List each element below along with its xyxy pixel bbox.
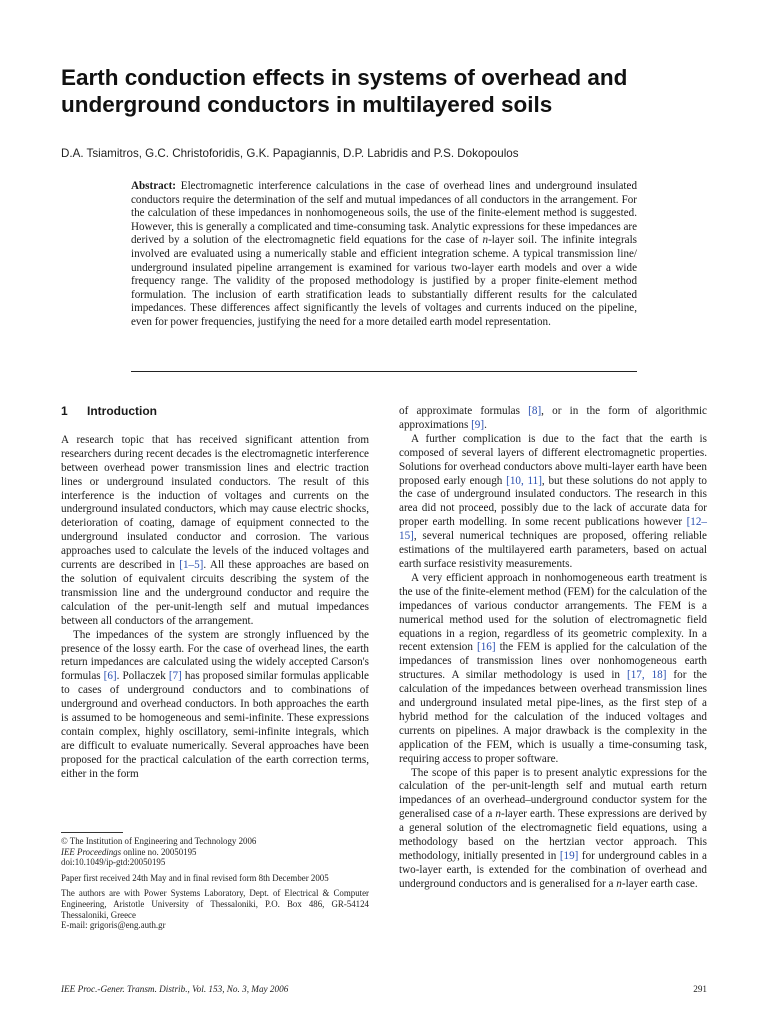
intro-paragraph-2 [61, 629, 369, 782]
text-run: , or in the form of algorithmic approximations [399, 405, 707, 431]
citation-link[interactable]: [19] [559, 850, 579, 862]
intro-paragraph-4 [399, 433, 707, 572]
footnotes [61, 836, 369, 931]
intro-paragraph-5 [399, 572, 707, 767]
citation-link[interactable]: [6] [103, 670, 117, 683]
abstract-text-b: -layer soil. The infinite integrals involved are evaluated using a numerically stable and efficient integration scheme. A typical transmission line/ underground insulated pipeline arrangement is examined for various two-layer earth models and over a wide frequency range. The validity of the proposed methodology is justified by a proper finite-element method formulation. The inclusion of earth stratification leads to substantially different results for the calculated impedances. These differences affect significantly the levels of voltages and currents induced on the pipeline, even for power frequencies, justifying the need for a more detailed earth model representation. [131, 234, 637, 328]
text-run: -layer earth. These expressions are derived by a general solution of the electromagnetic field equations, using a methodology based on the hertzian vector approach. This methodology, initially presented in [399, 808, 707, 862]
email-note: E-mail: grigoris@eng.auth.gr [61, 920, 166, 931]
text-run: the FEM is applied for the calculation of the impedances of transmission lines over nonhomogeneous earth structures. A similar methodology is used in [399, 641, 707, 682]
journal-citation: IEE Proc.-Gener. Transm. Distrib., Vol. 153, No. 3, May 2006 [61, 984, 289, 994]
title-line-1: Earth conduction effects in systems of overhead and [61, 65, 628, 90]
text-run: . [484, 418, 487, 431]
paper-title [61, 64, 721, 118]
abstract-n: n [482, 234, 489, 247]
received-note: Paper first received 24th May and in final revised form 8th December 2005 [61, 872, 329, 883]
text-run: The scope of this paper is to present analytic expressions for the calculation of the per-unit-length self and mutual earth return impedances of an overhead–underground conductor system for the generalised case of a [399, 766, 707, 821]
text-run: A further complication is due to the fact that the earth is composed of several layers of different electromagnetic properties. Solutions for overhead conductors above multi-layer earth have been proposed early enough [399, 432, 707, 487]
citation-link[interactable]: [17, 18] [626, 669, 667, 682]
citation-link[interactable]: [16] [476, 641, 496, 654]
citation-link[interactable]: [8] [528, 405, 542, 417]
text-run: n [495, 808, 501, 821]
citation-link[interactable]: [12–15] [399, 516, 707, 543]
citation-link[interactable]: [9] [471, 418, 485, 431]
text-run: online no. 20050195 [121, 846, 197, 857]
abstract-text-a: Electromagnetic interference calculations in the case of overhead lines and underground insulated conductors require the determination of the self and mutual impedances of all conductors in the arrangement. For the calculation of these impedances in nonhomogeneous soils, the use of the finite-element method is suggested. However, this is generally a complicated and time-consuming task. Analytic expressions for these impedances are derived by a solution of the electromagnetic field equations for the case of [131, 180, 637, 247]
text-run: , but these solutions do not apply to the case of underground insulated conductors. The research in this area did not proceed, possibly due to the lack of accurate data for proper earth modelling. In some recent publications however [399, 474, 707, 529]
text-run: , several numerical techniques are proposed, offering reliable estimations of the multilayered earth parameters, based on actual earth surface resistivity measurements. [399, 530, 707, 570]
text-run: -layer earth case. [621, 877, 698, 890]
doi-note: doi:10.1049/ip-gtd:20050195 [61, 857, 166, 868]
right-column [399, 405, 707, 892]
citation-link[interactable]: [10, 11] [506, 474, 542, 487]
page-number: 291 [693, 984, 707, 994]
abstract-divider [131, 371, 637, 372]
text-run: has proposed similar formulas applicable to cases of underground conductors and to combinations of underground and overhead conductors. In both approaches the earth is assumed to be homogeneous and semi-infinite. These expressions contain complex, highly oscillatory, semi-infinite integrals, which are difficult to evaluate numerically. Several approaches have been proposed for the practical calculation of the earth correction terms, either in the form [61, 670, 369, 780]
citation-link[interactable]: [7] [168, 670, 182, 683]
text-run: n [616, 877, 622, 890]
copyright-note: © The Institution of Engineering and Technology 2006 [61, 836, 257, 846]
affiliation-note: The authors are with Power Systems Laboratory, Dept. of Electrical & Computer Engineering, Aristotle University of Thessaloniki, P.O. Box 486, GR-54124 Thessaloniki, Greece [61, 888, 369, 920]
text-run: The impedances of the system are strongly influenced by the presence of the lossy earth. For the case of overhead lines, the earth return impedances are calculated using the widely accepted Carson's formulas [61, 628, 369, 683]
text-run: IEE Proceedings [61, 846, 122, 857]
abstract [131, 180, 637, 330]
left-column [61, 405, 369, 782]
intro-paragraph-1 [61, 434, 369, 629]
title-line-2: underground conductors in multilayered soils [61, 92, 553, 117]
section-title: Introduction [87, 404, 157, 418]
section-heading [61, 405, 369, 419]
text-run: A research topic that has received significant attention from researchers during recent decades is the electromagnetic interference between overhead power transmission lines and electric traction lines or underground insulated conductors. The result of this interference is the induction of voltages and currents on the underground insulated conductors, which may cause electric shocks, deterioration of coating, damage of equipment connected to the underground insulated conductor and corrosion. The various approaches used to calculate the levels of the induced voltages and currents are described in [61, 433, 369, 572]
intro-paragraph-3 [399, 405, 707, 433]
footnote-divider [61, 832, 123, 833]
text-run: for the calculation of the impedances between overhead transmission lines and underground insulated metal pipe-lines, as the first step of a hybrid method for the calculation of the induced voltages and currents on pipelines. A major drawback is the complexity in the application of the FEM, which is usually a time-consuming task, requiring access to proper software. [399, 669, 707, 765]
online-note [61, 847, 369, 858]
citation-link[interactable]: [1–5] [179, 559, 204, 572]
text-run: A very efficient approach in nonhomogeneous earth treatment is the use of the finite-element method (FEM) for the calculation of the impedances of various conductor arrangements. The FEM is a numerical method used for the solution of electromagnetic field equations in a region, regardless of its geometric complexity. In a recent extension [399, 571, 707, 654]
author-list: D.A. Tsiamitros, G.C. Christoforidis, G.K. Papagiannis, D.P. Labridis and P.S. Dokopoulos [61, 147, 519, 160]
text-run: . Pollaczek [116, 670, 169, 683]
text-run: for underground cables in a two-layer earth, is extended for the combination of overhead and underground conductors and is generalised for a [399, 850, 707, 890]
text-run: of approximate formulas [399, 405, 529, 417]
section-number: 1 [61, 404, 68, 418]
abstract-label: Abstract: [131, 180, 176, 192]
text-run: . All these approaches are based on the solution of equivalent circuits describing the system of the transmission line and the underground conductor and require the calculation of the per-unit-length self and mutual impedances between all conductors of the arrangement. [61, 559, 370, 627]
intro-paragraph-6 [399, 767, 707, 892]
